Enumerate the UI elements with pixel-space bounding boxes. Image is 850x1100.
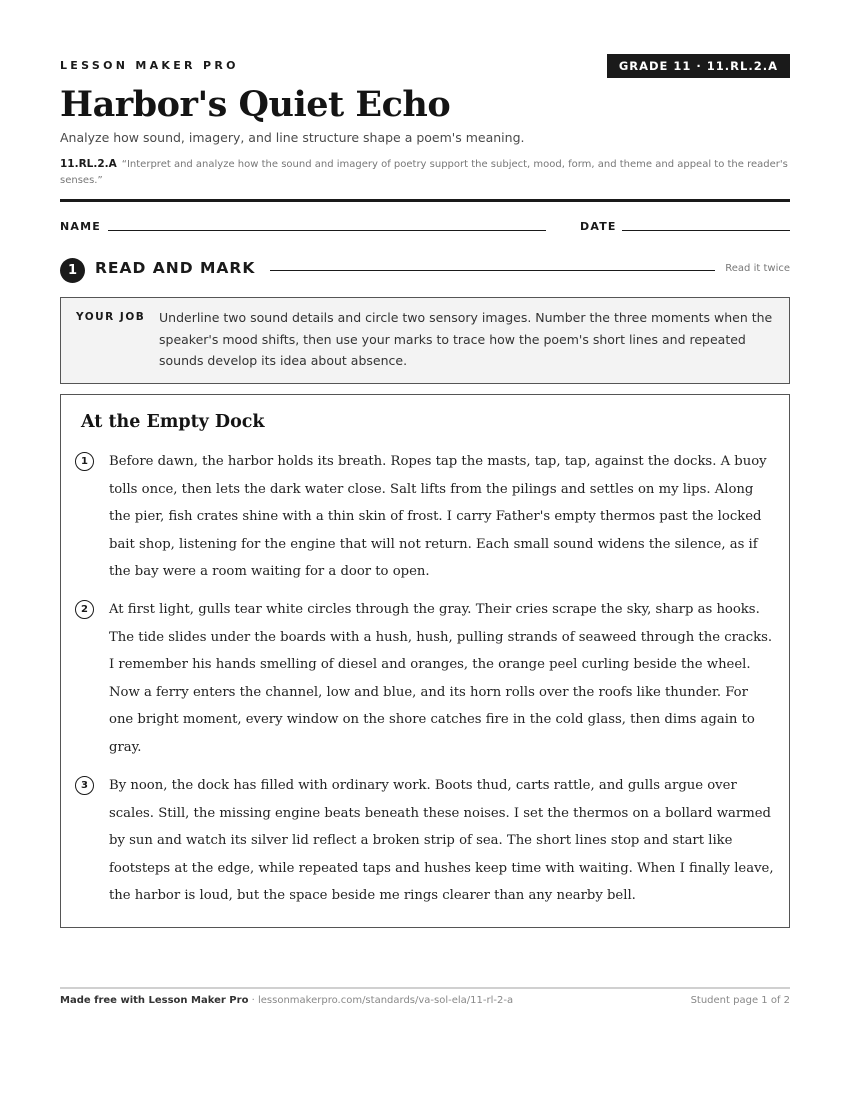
page-subtitle: Analyze how sound, imagery, and line structure shape a poem's meaning. [60,130,525,145]
instructions-label: YOUR JOB [76,311,146,323]
worksheet-page [60,0,790,1100]
footer-credit [60,995,513,1006]
grade-badge: GRADE 11 · 11.RL.2.A [607,54,790,78]
standard-code: 11.RL.2.A [60,158,117,170]
instructions-text: Underline two sound details and circle two sensory images. Number the three moments when the speaker's mood shifts, then use your marks to trace how the poem's short lines and repeated sounds develop its idea about absence. [159,310,773,368]
footer-divider [60,987,790,989]
footer-made-with: Made free with Lesson Maker Pro [60,995,249,1006]
stanza-number-badge: 1 [75,452,94,471]
section-title: READ AND MARK [95,259,256,277]
stanza-text: At first light, gulls tear white circles through the gray. Their cries scrape the sky, sharp as hooks. The tide slides under the boards with a hush, hush, pulling strands of seaweed through the cracks. I remember his hands smelling of diesel and oranges, the orange peel curling beside the wheel. Now a ferry enters the channel, low and blue, and its horn rolls over the roofs like thunder. For one bright moment, every window on the shore catches fire in the cold glass, then dims again to gray. [109,602,773,755]
footer-url[interactable]: · lessonmakerpro.com/standards/va-sol-ela/11-rl-2-a [248,995,514,1006]
standard-note [60,156,790,189]
instructions-box [60,297,790,384]
section-rule [270,270,715,271]
date-field[interactable] [622,230,790,231]
date-label: DATE [580,220,617,233]
stanza-number-badge: 2 [75,600,94,619]
stanza-text: Before dawn, the harbor holds its breath. Ropes tap the masts, tap, tap, against the docks. A buoy tolls once, then lets the dark water close. Salt lifts from the pilings and settles on my lips. Along the pier, fish crates shine with a thin skin of frost. I carry Father's empty thermos past the locked bait shop, listening for the engine that will not return. Each small sound widens the silence, as if the bay were a room waiting for a door to open. [109,454,767,580]
poem-title: At the Empty Dock [81,412,265,432]
section-note: Read it twice [725,263,790,274]
header-divider [60,199,790,202]
standard-text: “Interpret and analyze how the sound and imagery of poetry support the subject, mood, form, and theme and appeal to the reader's senses.” [60,159,788,186]
page-title: Harbor's Quiet Echo [60,84,451,125]
stanza-number-badge: 3 [75,776,94,795]
section-number-badge: 1 [60,258,85,283]
name-label: NAME [60,220,101,233]
brand-name: LESSON MAKER PRO [60,59,239,72]
stanza-text: By noon, the dock has filled with ordinary work. Boots thud, carts rattle, and gulls argue over scales. Still, the missing engine beats beneath these noises. I set the thermos on a bollard warmed by sun and watch its silver lid reflect a broken strip of sea. The short lines stop and start like footsteps at the edge, while repeated taps and hushes keep time with waiting. When I finally leave, the harbor is loud, but the space beside me rings clearer than any nearby bell. [109,778,774,904]
footer-page-number: Student page 1 of 2 [690,995,790,1006]
name-field[interactable] [108,230,546,231]
poem-box [60,394,790,928]
